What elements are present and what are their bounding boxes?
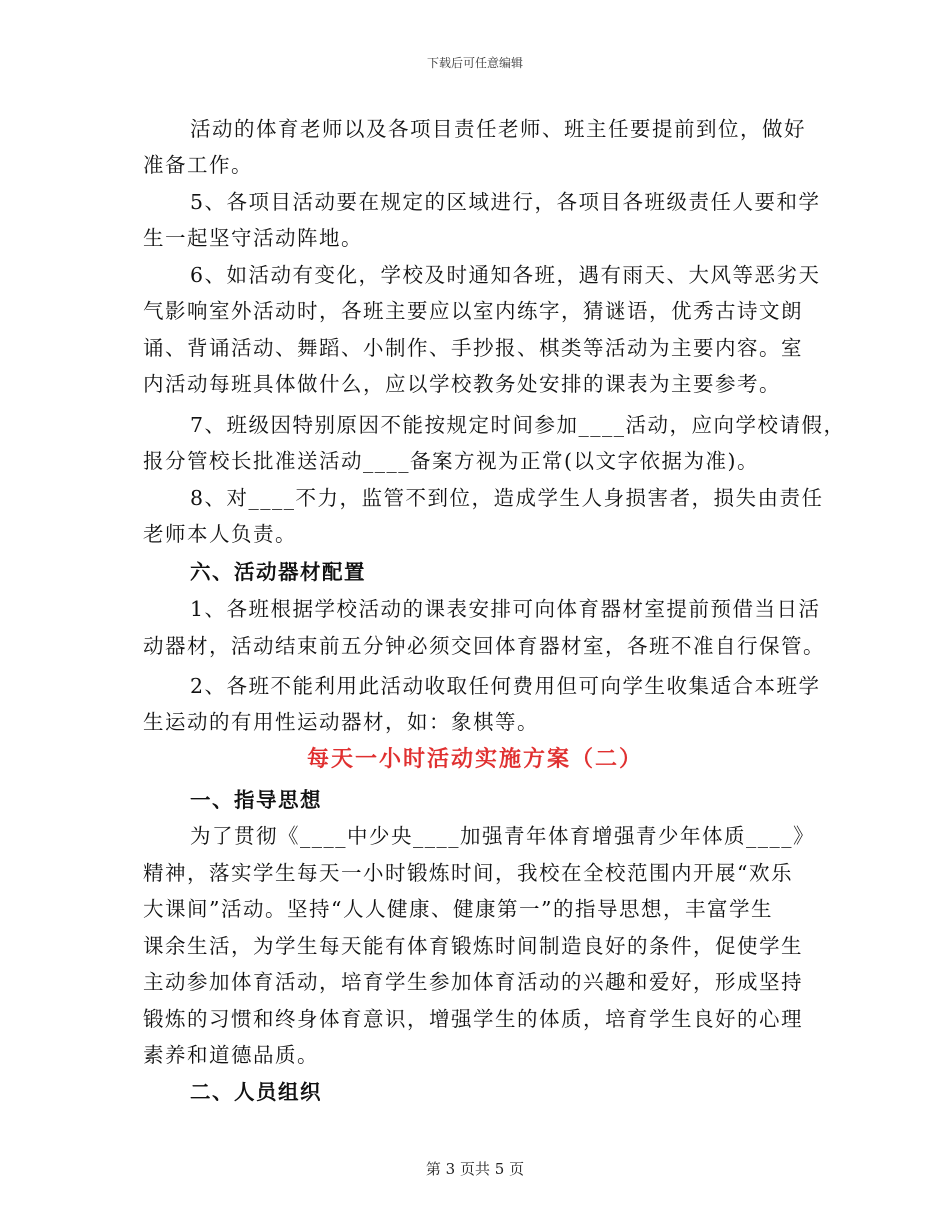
paragraph-line: 6、如活动有变化，学校及时通知各班，遇有雨天、大风等恶劣天 (190, 263, 821, 287)
paragraph-line: 动器材，活动结束前五分钟必须交回体育器材室，各班不准自行保管。 (143, 634, 825, 658)
paragraph-line: 生运动的有用性运动器材，如：象棋等。 (143, 710, 539, 734)
paragraph-line: 5、各项目活动要在规定的区域进行，各项目各班级责任人要和学 (190, 190, 821, 214)
paragraph-line: 活动的体育老师以及各项目责任老师、班主任要提前到位，做好 (190, 117, 806, 141)
paragraph-line: 生一起坚守活动阵地。 (143, 226, 363, 250)
paragraph-line: 7、班级因特别原因不能按规定时间参加____活动，应向学校请假， (190, 413, 846, 437)
paragraph-line: 为了贯彻《____中少央____加强青年体育增强青少年体质____》 (190, 824, 815, 848)
section-heading: 六、活动器材配置 (190, 560, 366, 584)
section-heading: 一、指导思想 (190, 788, 322, 812)
paragraph-line: 1、各班根据学校活动的课表安排可向体育器材室提前预借当日活 (190, 597, 821, 621)
page-header: 下载后可任意编辑 (426, 56, 523, 70)
paragraph-line: 主动参加体育活动，培育学生参加体育活动的兴趣和爱好，形成坚持 (143, 970, 803, 994)
section-heading: 二、人员组织 (190, 1080, 322, 1104)
document-title: 每天一小时活动实施方案（二） (306, 746, 643, 772)
paragraph-line: 老师本人负责。 (143, 522, 297, 546)
paragraph-line: 精神，落实学生每天一小时锻炼时间，我校在全校范围内开展“欢乐 (143, 861, 793, 885)
paragraph-line: 诵、背诵活动、舞蹈、小制作、手抄报、棋类等活动为主要内容。室 (143, 336, 803, 360)
paragraph-line: 2、各班不能利用此活动收取任何费用但可向学生收集适合本班学 (190, 674, 821, 698)
paragraph-line: 素养和道德品质。 (143, 1043, 319, 1067)
paragraph-line: 报分管校长批准送活动____备案方视为正常(以文字依据为准)。 (143, 449, 759, 473)
page-footer: 第 3 页共 5 页 (425, 1160, 525, 1178)
paragraph-line: 课余生活，为学生每天能有体育锻炼时间制造良好的条件，促使学生 (143, 934, 803, 958)
paragraph-line: 锻炼的习惯和终身体育意识，增强学生的体质，培育学生良好的心理 (143, 1007, 803, 1031)
paragraph-line: 准备工作。 (143, 153, 253, 177)
paragraph-line: 气影响室外活动时，各班主要应以室内练字，猜谜语，优秀古诗文朗 (143, 299, 803, 323)
paragraph-line: 8、对____不力，监管不到位，造成学生人身损害者，损失由责任 (190, 486, 824, 510)
paragraph-line: 大课间”活动。坚持“人人健康、健康第一”的指导思想，丰富学生 (143, 897, 773, 921)
paragraph-line: 内活动每班具体做什么，应以学校教务处安排的课表为主要参考。 (143, 372, 781, 396)
